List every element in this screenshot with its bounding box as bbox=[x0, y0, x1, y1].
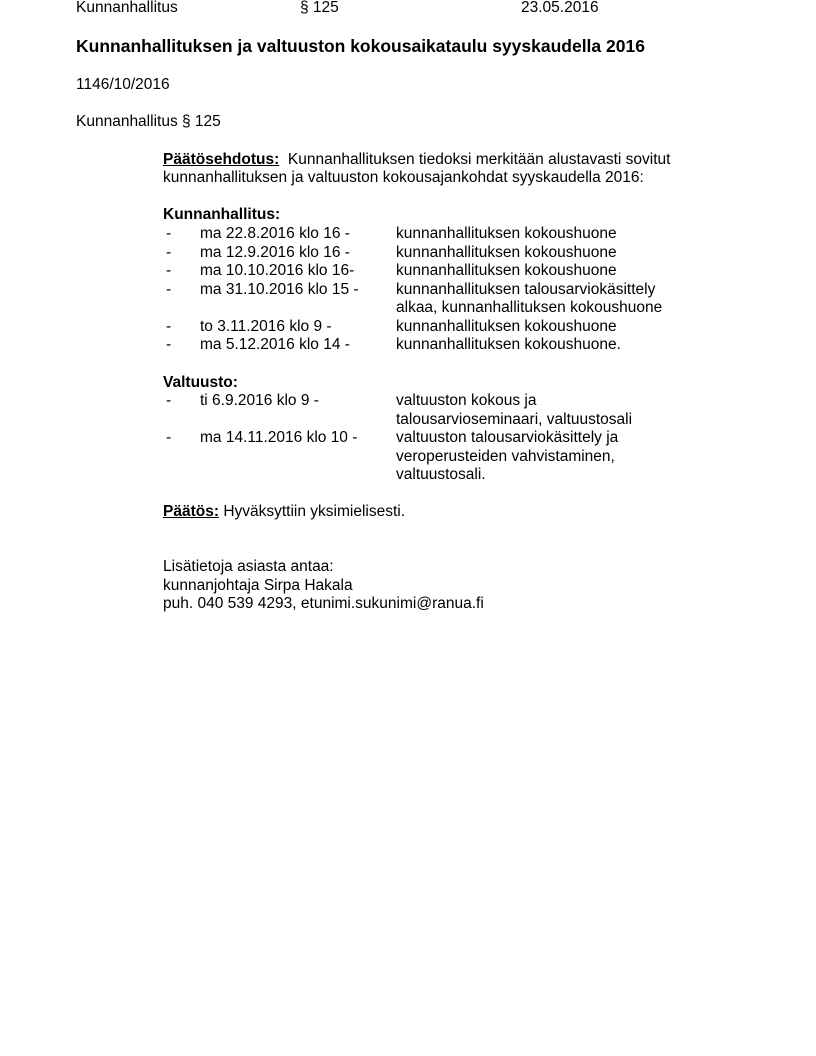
meeting-date: ma 5.12.2016 klo 14 - bbox=[200, 336, 350, 353]
list-dash: - bbox=[166, 262, 172, 279]
decision-text: Hyväksyttiin yksimielisesti. bbox=[223, 503, 406, 520]
meeting-location: alkaa, kunnanhallituksen kokoushuone bbox=[396, 299, 663, 316]
list-dash: - bbox=[166, 280, 172, 298]
header-body: Kunnanhallitus bbox=[76, 0, 178, 16]
decision-label: Päätös: bbox=[163, 503, 219, 520]
list-dash: - bbox=[166, 225, 172, 242]
meeting-date: ma 31.10.2016 klo 15 - bbox=[200, 280, 359, 298]
meeting-location: valtuuston kokous ja bbox=[396, 392, 537, 409]
document-title: Kunnanhallituksen ja valtuuston kokousaikataulu syyskaudella 2016 bbox=[76, 36, 645, 56]
decision bbox=[163, 503, 405, 522]
header-date: 23.05.2016 bbox=[521, 0, 599, 16]
header-section: § 125 bbox=[300, 0, 339, 16]
proposal-line-1 bbox=[163, 151, 670, 170]
proposal-line-2: kunnanhallituksen ja valtuuston kokousajankohdat syyskaudella 2016: bbox=[163, 169, 644, 186]
council-heading: Valtuusto: bbox=[163, 374, 238, 391]
list-dash: - bbox=[166, 336, 172, 353]
list-dash: - bbox=[166, 429, 172, 446]
list-dash: - bbox=[166, 317, 172, 335]
meeting-date: ma 12.9.2016 klo 16 - bbox=[200, 243, 350, 261]
meeting-date: ti 6.9.2016 klo 9 - bbox=[200, 392, 319, 409]
meeting-location: talousarvioseminaari, valtuustosali bbox=[396, 410, 633, 428]
list-dash: - bbox=[166, 392, 172, 409]
meeting-date: ma 22.8.2016 klo 16 - bbox=[200, 225, 350, 242]
contact-line-3: puh. 040 539 4293, etunimi.sukunimi@ranua.fi bbox=[163, 595, 484, 612]
meeting-location: kunnanhallituksen kokoushuone. bbox=[396, 336, 621, 353]
contact-line-2: kunnanjohtaja Sirpa Hakala bbox=[163, 577, 353, 594]
contact-line-1: Lisätietoja asiasta antaa: bbox=[163, 558, 334, 575]
record-number: 1146/10/2016 bbox=[76, 76, 170, 93]
proposal-text: Kunnanhallituksen tiedoksi merkitään alustavasti sovitut bbox=[287, 151, 671, 168]
meeting-location: valtuustosali. bbox=[396, 466, 486, 483]
meeting-location: valtuuston talousarviokäsittely ja bbox=[396, 429, 619, 446]
section-reference: Kunnanhallitus § 125 bbox=[76, 113, 221, 130]
meeting-location: kunnanhallituksen kokoushuone bbox=[396, 317, 617, 335]
proposal-label: Päätösehdotus: bbox=[163, 151, 280, 168]
board-heading: Kunnanhallitus: bbox=[163, 206, 281, 223]
meeting-date: ma 10.10.2016 klo 16- bbox=[200, 262, 355, 279]
meeting-location: kunnanhallituksen kokoushuone bbox=[396, 262, 617, 279]
list-dash: - bbox=[166, 243, 172, 261]
meeting-location: kunnanhallituksen kokoushuone bbox=[396, 243, 617, 261]
meeting-location: kunnanhallituksen talousarviokäsittely bbox=[396, 280, 656, 298]
meeting-location: kunnanhallituksen kokoushuone bbox=[396, 225, 617, 242]
meeting-location: veroperusteiden vahvistaminen, bbox=[396, 447, 615, 465]
meeting-date: ma 14.11.2016 klo 10 - bbox=[200, 429, 358, 446]
meeting-date: to 3.11.2016 klo 9 - bbox=[200, 317, 332, 335]
